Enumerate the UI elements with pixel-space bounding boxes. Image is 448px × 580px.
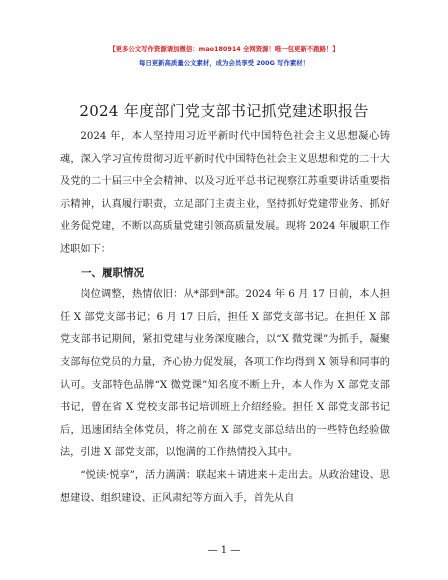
body-paragraph-1: 岗位调整，热情依旧：从*部到*部。2024 年 6 月 17 日前，本人担任 X 部党支部书记；6 月 17 日后，担任 X 部党支部书记。在担任 X 部党支部书记期间，紧扣党建与业务深度融合，以“X 微党课”为抓手，凝聚支部每位党员的力量，齐心协力促发展，各项工作均得到 X 领导和同事的认可。支部特色品牌“X 微党课”知名度不断上升，本人作为 X 部党支部书记，曾在省 X 党校支部书记培训班上介绍经验。担任 X 部党支部书记后，迅速团结全体党员，将之前在 X 部党支部总结出的一些特色经验做法，引进 X 部党支部，以饱满的工作热情投入其中。 [60, 289, 390, 459]
section-heading: 一、履职情况 [81, 266, 144, 279]
intro-paragraph: 2024 年，本人坚持用习近平新时代中国特色社会主义思想凝心铸魂，深入学习宣传贯彻习近平新时代中国特色社会主义思想和党的二十大及党的二十届三中全会精神、以及习近平总书记视察江苏重要讲话重要指示精神，认真履行职责，立足部门主责主业，坚持抓好党建带业务、抓好业务促党建，不断以高质量党建引领高质量发展。现将 2024 年履职工作述职如下： [60, 131, 390, 255]
document-title: 2024 年度部门党支部书记抓党建述职报告 [79, 102, 369, 120]
page-number: — 1 — [207, 545, 241, 556]
promo-banner-line-2: 每日更新高质量公文素材，成为会员享受 200G 写作素材！ [138, 59, 310, 67]
body-paragraph-2: “悦读·悦享”，活力满满：联起来＋请进来＋走出去。从政治建设、思想建设、组织建设、正风肃纪等方面入手，首先从自 [60, 469, 390, 504]
promo-banner-line-1: 【更多公文写作资源请加微信：mao180914 全网资源！唯一包更新不跑路！】 [109, 45, 339, 53]
document-body [60, 126, 390, 510]
